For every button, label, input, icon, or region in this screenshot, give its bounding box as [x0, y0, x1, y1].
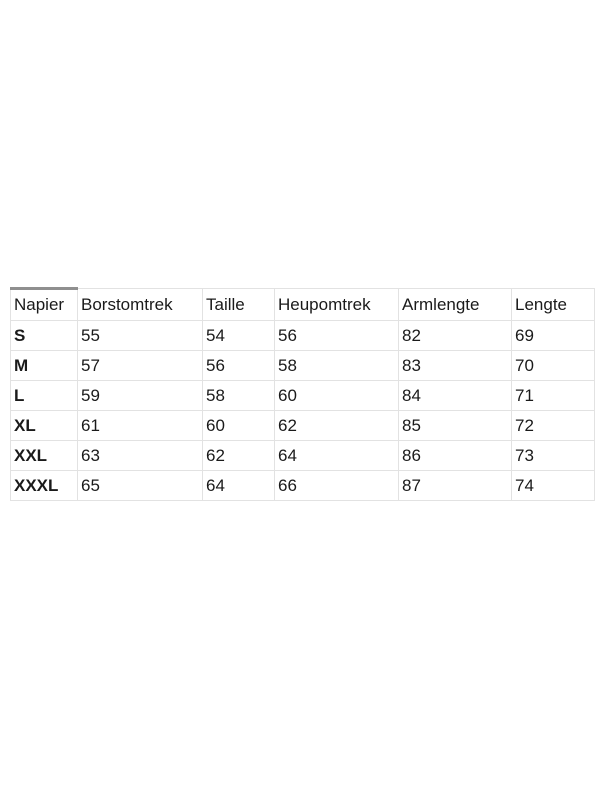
table-cell: 85: [399, 411, 512, 441]
table-cell: 58: [203, 381, 275, 411]
table-cell: 82: [399, 321, 512, 351]
size-label: S: [11, 321, 78, 351]
table-cell: 72: [512, 411, 595, 441]
table-cell: 58: [275, 351, 399, 381]
size-label: XXXL: [11, 471, 78, 501]
table-cell: 63: [78, 441, 203, 471]
table-cell: 86: [399, 441, 512, 471]
table-cell: 61: [78, 411, 203, 441]
table-cell: 71: [512, 381, 595, 411]
table-cell: 73: [512, 441, 595, 471]
table-cell: 62: [203, 441, 275, 471]
table-cell: 69: [512, 321, 595, 351]
table-row: [11, 471, 595, 501]
table-row: [11, 321, 595, 351]
column-header-napier: Napier: [11, 289, 78, 321]
table-cell: 83: [399, 351, 512, 381]
table-cell: 62: [275, 411, 399, 441]
column-header-lengte: Lengte: [512, 289, 595, 321]
table-cell: 66: [275, 471, 399, 501]
column-header-armlengte: Armlengte: [399, 289, 512, 321]
table-cell: 59: [78, 381, 203, 411]
table-cell: 64: [203, 471, 275, 501]
table-cell: 87: [399, 471, 512, 501]
column-header-taille: Taille: [203, 289, 275, 321]
table-cell: 60: [275, 381, 399, 411]
size-label: M: [11, 351, 78, 381]
table-header-row: [11, 289, 595, 321]
table-cell: 56: [275, 321, 399, 351]
table-cell: 74: [512, 471, 595, 501]
table-row: [11, 381, 595, 411]
table-cell: 65: [78, 471, 203, 501]
table-row: [11, 351, 595, 381]
size-label: XXL: [11, 441, 78, 471]
size-label: XL: [11, 411, 78, 441]
size-chart-table: [10, 287, 595, 501]
table-cell: 55: [78, 321, 203, 351]
table-row: [11, 411, 595, 441]
table-cell: 54: [203, 321, 275, 351]
column-header-heupomtrek: Heupomtrek: [275, 289, 399, 321]
table-cell: 64: [275, 441, 399, 471]
table-cell: 70: [512, 351, 595, 381]
table-cell: 56: [203, 351, 275, 381]
table-cell: 60: [203, 411, 275, 441]
size-label: L: [11, 381, 78, 411]
table-cell: 57: [78, 351, 203, 381]
table-row: [11, 441, 595, 471]
table-cell: 84: [399, 381, 512, 411]
column-header-borstomtrek: Borstomtrek: [78, 289, 203, 321]
